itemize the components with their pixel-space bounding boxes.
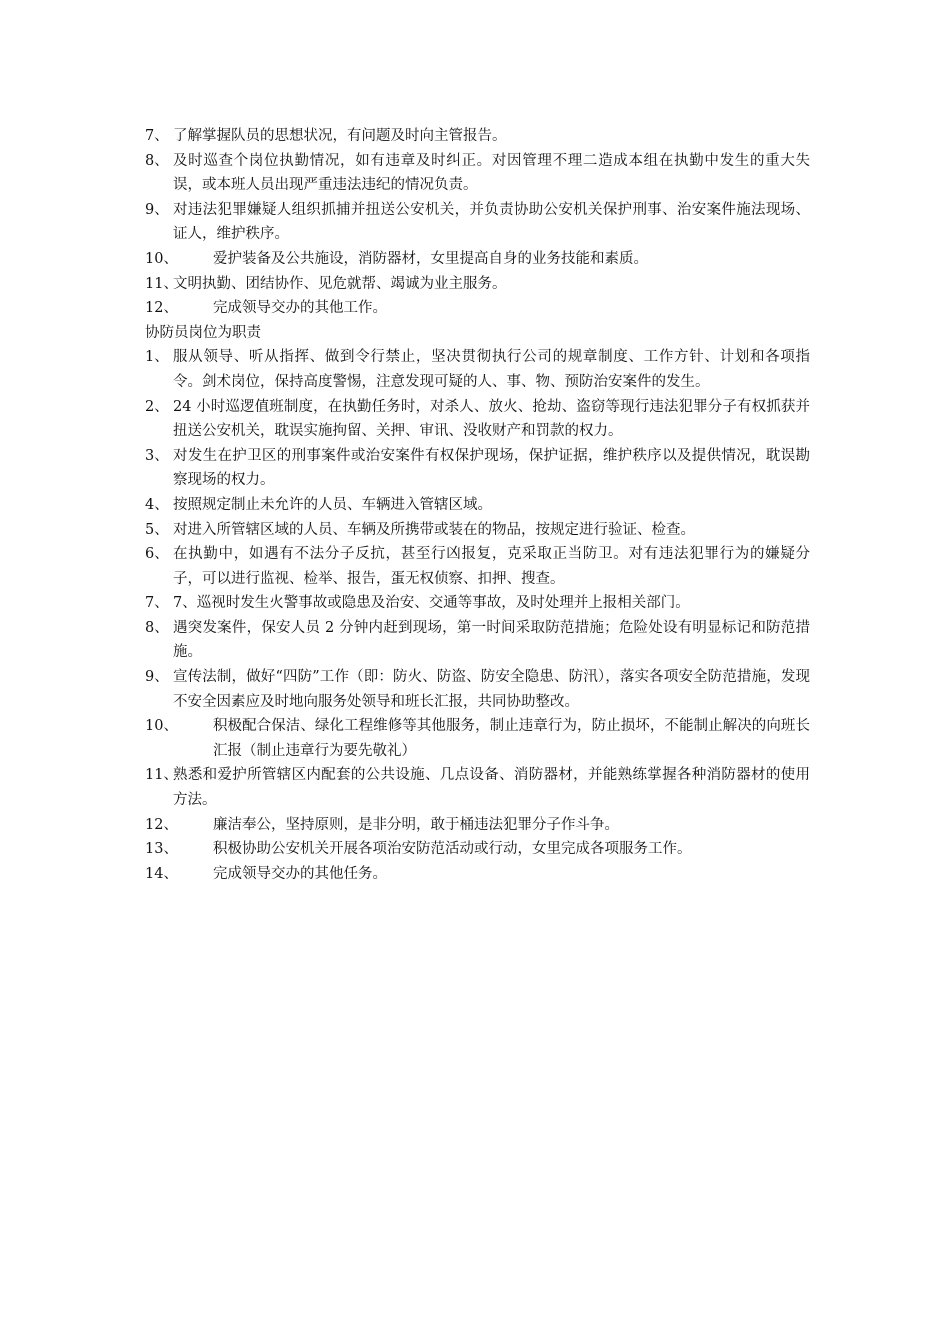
item-text: 服从领导、听从指挥、做到令行禁止，坚决贯彻执行公司的规章制度、工作方针、计划和各项指令。剑术岗位，保持高度警惕，注意发现可疑的人、事、物、预防治安案件的发生。 [173, 349, 810, 390]
item-text: 爱护装备及公共施设，消防器材，女里提高自身的业务技能和素质。 [213, 250, 648, 267]
item-number: 12、 [145, 300, 178, 317]
item-number: 1、 [145, 349, 169, 366]
list-item [145, 591, 810, 616]
item-number: 10、 [145, 250, 178, 267]
item-number: 6、 [145, 546, 169, 563]
item-number: 8、 [145, 619, 169, 636]
list-item [145, 198, 810, 247]
item-text: 在执勤中，如遇有不法分子反抗，甚至行凶报复，克采取正当防卫。对有违法犯罪行为的嫌疑分子，可以进行监视、检举、报告，蛋无权侦察、扣押、搜查。 [173, 546, 810, 587]
list-item [145, 837, 810, 862]
item-text: 熟悉和爱护所管辖区内配套的公共设施、几点设备、消防器材，并能熟练掌握各种消防器材的使用方法。 [173, 767, 810, 809]
item-text: 完成领导交办的其他工作。 [213, 300, 387, 317]
item-text: 宣传法制，做好“四防”工作（即：防火、防盗、防安全隐患、防汛），落实各项安全防范措施，发现不安全因素应及时地向服务处领导和班长汇报，共同协助整改。 [173, 669, 810, 710]
item-number: 10、 [145, 718, 178, 735]
item-number: 8、 [145, 152, 169, 169]
list-item [145, 124, 810, 149]
item-number: 7、 [145, 595, 169, 612]
list-item [145, 518, 810, 543]
item-text: 对违法犯罪嫌疑人组织抓捕并扭送公安机关，并负责协助公安机关保护刑事、治安案件施法现场、证人，维护秩序。 [173, 201, 810, 243]
list-item [145, 862, 810, 887]
item-number: 2、 [145, 398, 169, 415]
list-item [145, 149, 810, 198]
section-heading: 协防员岗位为职责 [145, 324, 261, 341]
list-item [145, 714, 810, 763]
list-item [145, 616, 810, 665]
item-text: 积极协助公安机关开展各项治安防范活动或行动，女里完成各项服务工作。 [213, 841, 692, 858]
list-item [145, 542, 810, 591]
list-item [145, 296, 810, 321]
item-number: 9、 [145, 669, 169, 686]
list-item [145, 345, 810, 394]
item-number: 7、 [145, 128, 169, 144]
item-text: 7、巡视时发生火警事故或隐患及治安、交通等事故，及时处理并上报相关部门。 [173, 595, 690, 612]
item-number: 11、 [145, 275, 178, 292]
item-text: 对发生在护卫区的刑事案件或治安案件有权保护现场，保护证据，维护秩序以及提供情况，耽误勘察现场的权力。 [173, 447, 810, 489]
item-text: 积极配合保洁、绿化工程维修等其他服务，制止违章行为，防止损坏，不能制止解决的向班长汇报（制止违章行为要先敬礼） [213, 718, 810, 759]
list-item [145, 272, 810, 297]
item-number: 14、 [145, 865, 178, 882]
item-number: 5、 [145, 521, 169, 538]
list-item [145, 247, 810, 272]
item-text: 对进入所管辖区域的人员、车辆及所携带或装在的物品，按规定进行验证、检查。 [173, 521, 695, 538]
item-number: 4、 [145, 496, 169, 513]
document-body [145, 124, 810, 886]
duty-list-1 [145, 124, 810, 321]
list-item [145, 395, 810, 444]
item-text: 24 小时巡逻值班制度，在执勤任务时，对杀人、放火、抢劫、盗窃等现行违法犯罪分子有权抓获并扭送公安机关，耽误实施拘留、关押、审讯、没收财产和罚款的权力。 [173, 398, 810, 440]
duty-list-2 [145, 345, 810, 886]
list-item [145, 813, 810, 838]
item-number: 3、 [145, 447, 169, 464]
list-item [145, 493, 810, 518]
list-item [145, 665, 810, 714]
item-text: 了解掌握队员的思想状况，有问题及时向主管报告。 [173, 128, 507, 144]
item-text: 完成领导交办的其他任务。 [213, 865, 387, 882]
item-number: 13、 [145, 841, 178, 858]
item-text: 文明执勤、团结协作、见危就帮、竭诚为业主服务。 [173, 275, 507, 292]
item-number: 12、 [145, 816, 178, 833]
list-item [145, 444, 810, 493]
item-number: 11、 [145, 767, 178, 784]
item-text: 廉洁奉公，坚持原则，是非分明，敢于桶违法犯罪分子作斗争。 [213, 816, 619, 833]
item-number: 9、 [145, 201, 169, 218]
item-text: 及时巡查个岗位执勤情况，如有违章及时纠正。对因管理不理二造成本组在执勤中发生的重大失误，或本班人员出现严重违法违纪的情况负责。 [173, 152, 810, 194]
item-text: 按照规定制止未允许的人员、车辆进入管辖区域。 [173, 496, 492, 513]
item-text: 遇突发案件，保安人员 2 分钟内赶到现场，第一时间采取防范措施；危险处设有明显标记和防范措施。 [173, 619, 810, 661]
list-item [145, 763, 810, 812]
